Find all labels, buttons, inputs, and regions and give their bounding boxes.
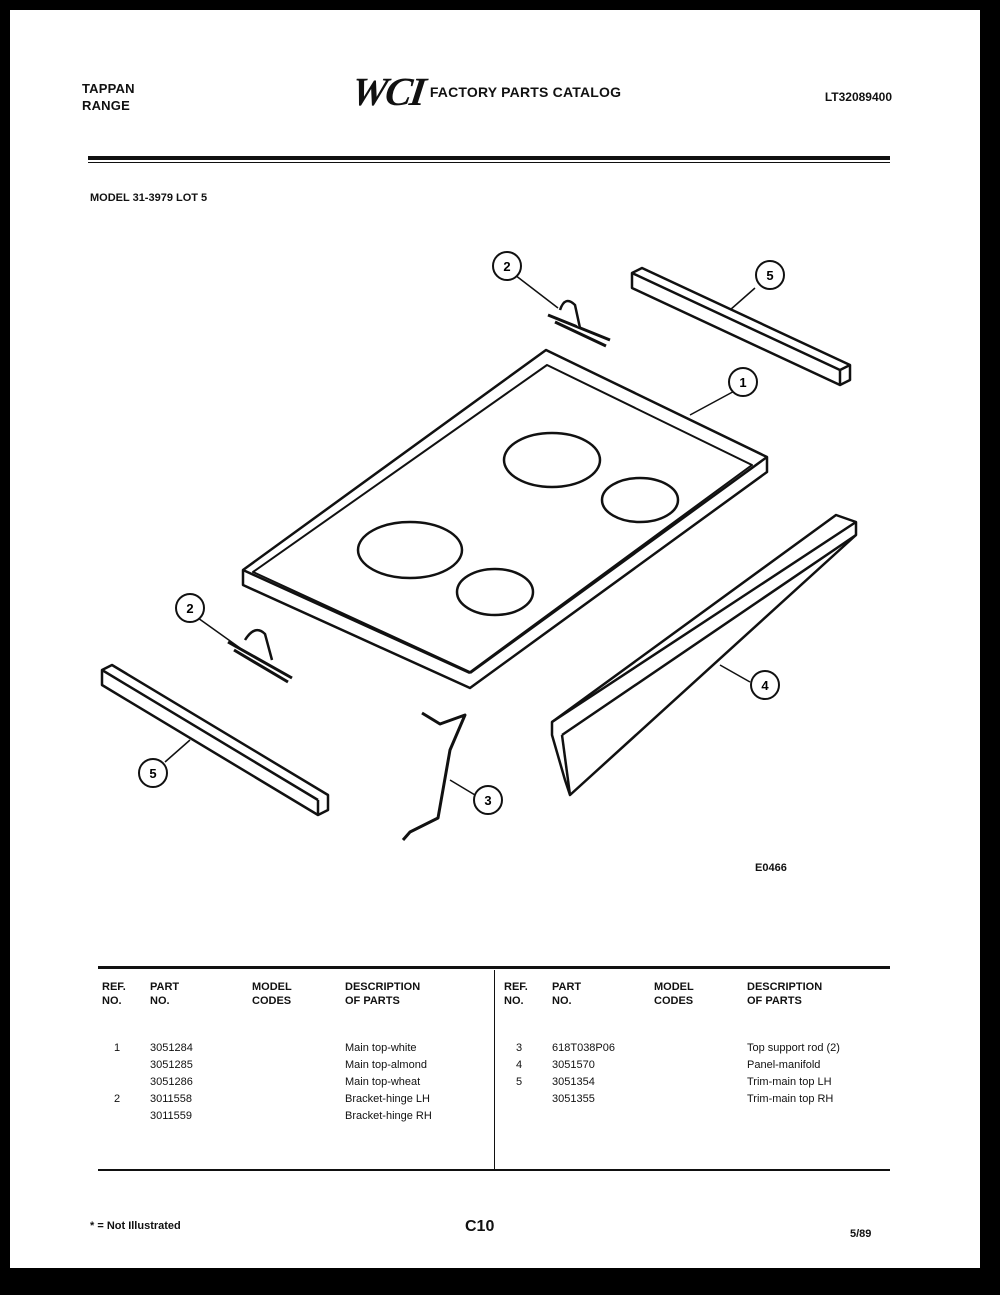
svg-text:3: 3: [484, 793, 492, 808]
header-model-codes: MODEL CODES: [252, 981, 292, 1007]
header-description: DESCRIPTION OF PARTS: [345, 981, 421, 1007]
svg-text:5: 5: [766, 268, 774, 283]
catalog-page: TAPPAN RANGE WCI FACTORY PARTS CATALOG LT32089400 MODEL 31-3979 LOT 5 1 2 2 3 4 5 5 E0466 REF. NO. PART NO. MODEL CODES DESCRIPTION OF PARTS 1 3051284 Main top-white 3051285 Main top-almond 3051286 Main top-wheat 2 3011558 Bracket-hinge LH 3011559 Bracket-hinge RH REF. NO. PART NO. MODEL CODES DESCRIPTION OF PARTS 3 618T038P06 Top support rod (2) 4 3051570 Panel-manifold 5 3051354 Trim-main top LH 3051355 Trim-main top RH * = Not Illustrated C10 5/89: [10, 10, 980, 1268]
top-support-rod-part: [403, 713, 465, 840]
header-model-codes: MODEL CODES: [654, 981, 694, 1007]
callout-2-lower: [176, 594, 204, 622]
footnote: * = Not Illustrated: [90, 1220, 181, 1232]
svg-text:1: 1: [739, 375, 747, 390]
page-number: C10: [465, 1218, 495, 1235]
catalog-code: LT32089400: [824, 90, 892, 104]
publication-date: 5/89: [850, 1228, 872, 1240]
callout-3: [474, 786, 502, 814]
catalog-title: FACTORY PARTS CATALOG: [429, 84, 622, 100]
callout-2-upper: [493, 252, 521, 280]
header-description: DESCRIPTION OF PARTS: [747, 981, 823, 1007]
header-ref-no: REF. NO.: [504, 981, 528, 1007]
exploded-parts-diagram: [10, 10, 980, 910]
callout-4: [751, 671, 779, 699]
header-part-no: PART NO.: [552, 981, 582, 1007]
product-type: RANGE: [82, 98, 130, 113]
table-bottom-rule: [98, 1169, 890, 1171]
brand-name: TAPPAN: [82, 81, 135, 96]
callout-5-upper: [756, 261, 784, 289]
header-part-no: PART NO.: [150, 981, 180, 1007]
callout-1: [729, 368, 757, 396]
svg-text:2: 2: [503, 259, 511, 274]
svg-text:4: 4: [761, 678, 769, 693]
header-ref-no: REF. NO.: [102, 981, 126, 1007]
svg-text:2: 2: [186, 601, 194, 616]
table-top-rule: [98, 966, 890, 969]
model-line: MODEL 31-3979 LOT 5: [90, 192, 208, 204]
svg-text:5: 5: [149, 766, 157, 781]
bracket-hinge-lh-part: [228, 630, 292, 682]
callout-5-lower: [139, 759, 167, 787]
table-divider: [494, 970, 495, 1169]
figure-id: E0466: [755, 862, 787, 874]
trim-main-top-lh-part: [102, 665, 328, 815]
wci-logo: WCI: [348, 69, 428, 114]
